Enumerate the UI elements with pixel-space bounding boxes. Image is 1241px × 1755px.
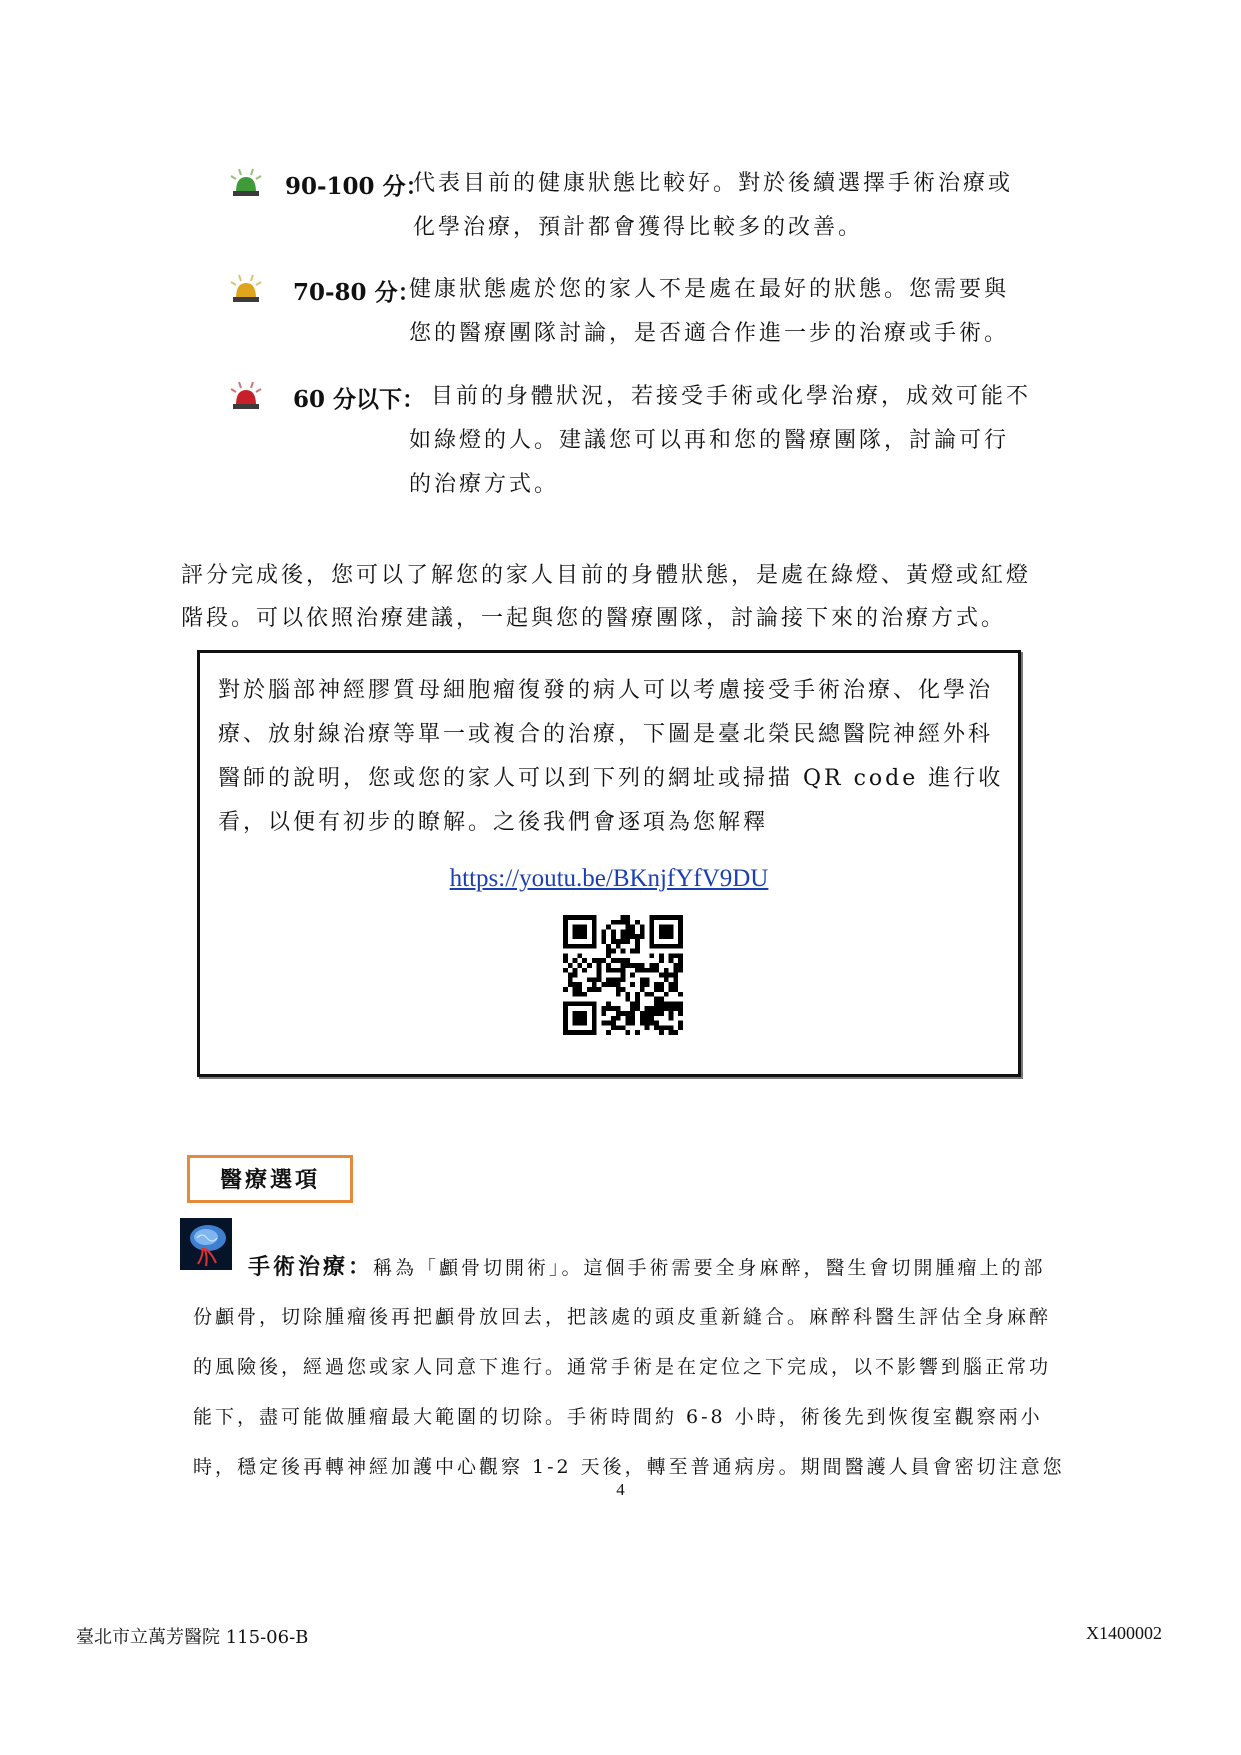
- box-text-line: 看，以便有初步的瞭解。之後我們會逐項為您解釋: [218, 810, 769, 835]
- page-number: 4: [616, 1480, 625, 1499]
- score-text-line: 如綠燈的人。建議您可以再和您的醫療團隊，討論可行: [409, 428, 1010, 453]
- surgery-text: 稱為「顱骨切開術」。這個手術需要全身麻醉，醫生會切開腫瘤上的部: [373, 1257, 1046, 1279]
- section-label: 醫療選項: [187, 1155, 353, 1203]
- box-text-line: 療、放射線治療等單一或複合的治療，下圖是臺北榮民總醫院神經外科: [218, 722, 994, 747]
- qr-code-icon[interactable]: [563, 915, 683, 1035]
- score-text-line: 健康狀態處於您的家人不是處在最好的狀態。您需要與: [409, 277, 1010, 302]
- surgery-line: 能下，盡可能做腫瘤最大範圍的切除。手術時間約 6-8 小時，術後先到恢復室觀察兩小: [193, 1406, 1043, 1428]
- footer-document-id: X1400002: [1086, 1623, 1162, 1643]
- score-text-line: 您的醫療團隊討論，是否適合作進一步的治療或手術。: [409, 321, 1010, 346]
- score-text-line: 化學治療，預計都會獲得比較多的改善。: [413, 215, 864, 240]
- box-text-line: 醫師的說明，您或您的家人可以到下列的網址或掃描 QR code 進行收: [218, 766, 1004, 791]
- surgery-line: 時，穩定後再轉神經加護中心觀察 1-2 天後，轉至普通病房。期間醫護人員會密切注意您: [193, 1456, 1065, 1478]
- score-text-line: 的治療方式。: [409, 472, 560, 497]
- surgery-line-first: [248, 1250, 1046, 1281]
- green-lamp-icon: [225, 166, 267, 198]
- box-text-line: 對於腦部神經膠質母細胞瘤復發的病人可以考慮接受手術治療、化學治: [218, 678, 994, 703]
- surgery-line: 份顱骨，切除腫瘤後再把顱骨放回去，把該處的頭皮重新縫合。麻醉科醫生評估全身麻醉: [193, 1306, 1052, 1328]
- yellow-lamp-icon: [225, 272, 267, 304]
- score-text-line: 代表目前的健康狀態比較好。對於後續選擇手術治療或: [413, 171, 1014, 196]
- summary-line: 評分完成後，您可以了解您的家人目前的身體狀態，是處在綠燈、黃燈或紅燈: [181, 563, 1032, 588]
- video-info-box: [197, 650, 1021, 1077]
- score-label: 60 分以下：: [293, 386, 426, 413]
- surgery-title: 手術治療：: [248, 1254, 374, 1280]
- brain-icon: [180, 1218, 232, 1270]
- video-link[interactable]: https://youtu.be/BKnjfYfV9DU: [449, 865, 769, 892]
- summary-line: 階段。可以依照治療建議，一起與您的醫療團隊，討論接下來的治療方式。: [181, 606, 1007, 631]
- footer-hospital-code: 臺北市立萬芳醫院 115-06-B: [76, 1627, 309, 1648]
- score-label: 70-80 分：: [293, 279, 421, 306]
- surgery-line: 的風險後，經過您或家人同意下進行。通常手術是在定位之下完成，以不影響到腦正常功: [193, 1356, 1052, 1378]
- red-lamp-icon: [225, 379, 267, 411]
- score-label: 90-100 分：: [285, 173, 429, 200]
- score-text-line: 目前的身體狀況，若接受手術或化學治療，成效可能不: [431, 384, 1032, 409]
